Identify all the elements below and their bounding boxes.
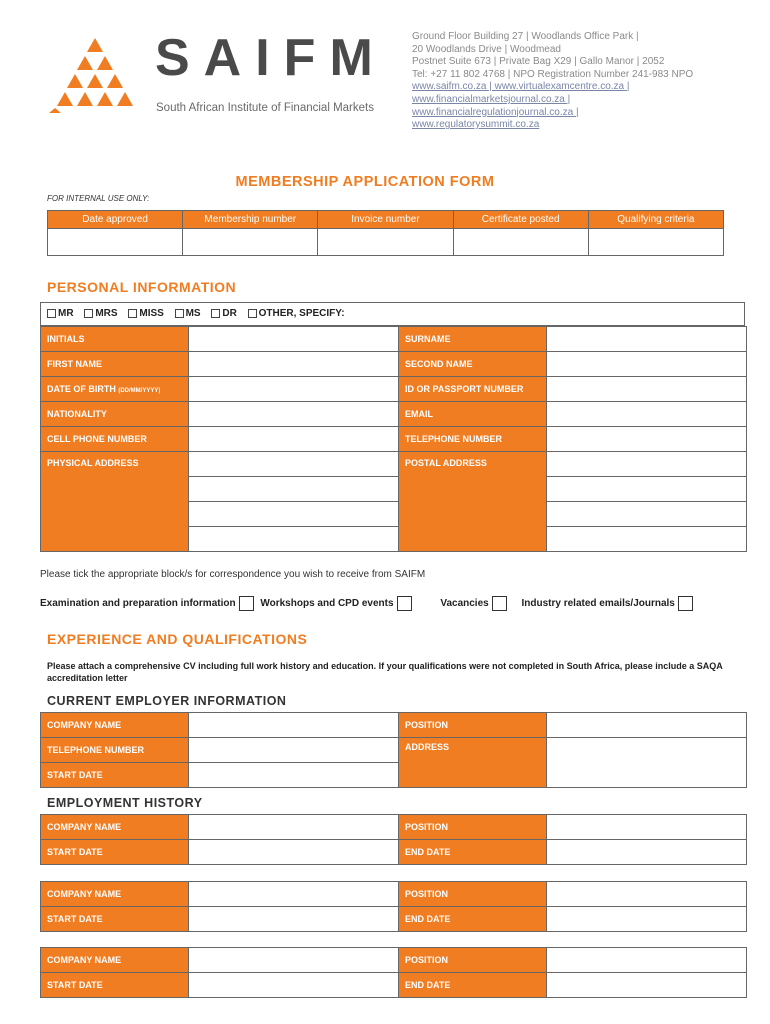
history-end-label: END DATE [399, 907, 547, 932]
physical-address-field[interactable] [189, 452, 399, 477]
website-link[interactable]: www.financialmarketsjournal.co.za | [412, 93, 571, 105]
internal-header-cell: Certificate posted [453, 211, 588, 229]
history-start-label: START DATE [41, 907, 189, 932]
checkbox-icon [248, 309, 257, 318]
postal-address-field[interactable] [547, 452, 747, 477]
history-end-field[interactable] [547, 973, 747, 998]
vacancies-checkbox[interactable] [492, 596, 507, 611]
id-passport-label: ID OR PASSPORT NUMBER [399, 377, 547, 402]
internal-input-cell[interactable] [453, 229, 588, 256]
dob-format-hint: (DD/MM/YYYY) [118, 388, 161, 394]
id-passport-field[interactable] [547, 377, 747, 402]
checkbox-icon [128, 309, 137, 318]
current-company-field[interactable] [189, 713, 399, 738]
internal-header-cell: Date approved [48, 211, 183, 229]
current-telephone-label: TELEPHONE NUMBER [41, 738, 189, 763]
first-name-label: FIRST NAME [41, 352, 189, 377]
website-link[interactable]: www.regulatorysummit.co.za [412, 119, 540, 131]
postal-address-field[interactable] [547, 477, 747, 502]
current-employer-heading: CURRENT EMPLOYER INFORMATION [47, 694, 287, 708]
telephone-label: TELEPHONE NUMBER [399, 427, 547, 452]
address-line: Postnet Suite 673 | Private Bag X29 | Gallo Manor | 2052 [412, 56, 665, 68]
contact-address-block [412, 31, 693, 132]
current-position-field[interactable] [547, 713, 747, 738]
current-employer-table [40, 712, 747, 788]
title-option-mr[interactable]: MR [47, 308, 74, 319]
history-end-label: END DATE [399, 840, 547, 865]
current-start-field[interactable] [189, 763, 399, 788]
email-label: EMAIL [399, 402, 547, 427]
physical-address-field[interactable] [189, 477, 399, 502]
history-position-field[interactable] [547, 815, 747, 840]
option-exam-info-label: Examination and preparation information [40, 598, 236, 610]
history-position-label: POSITION [399, 948, 547, 973]
correspondence-options [40, 596, 697, 611]
history-position-field[interactable] [547, 882, 747, 907]
experience-heading: EXPERIENCE AND QUALIFICATIONS [47, 631, 308, 647]
history-position-label: POSITION [399, 815, 547, 840]
saifm-logo-icon [45, 36, 145, 114]
address-line: 20 Woodlands Drive | Woodmead [412, 43, 561, 55]
internal-input-cell[interactable] [318, 229, 453, 256]
website-link[interactable]: www.financialregulationjournal.co.za | [412, 106, 579, 118]
internal-header-cell: Membership number [183, 211, 318, 229]
surname-field[interactable] [547, 327, 747, 352]
title-option-miss[interactable]: MISS [128, 308, 163, 319]
postal-address-field[interactable] [547, 527, 747, 552]
current-company-label: COMPANY NAME [41, 713, 189, 738]
cv-attach-note: Please attach a comprehensive CV including full work history and education. If your qualifications were not completed in South Africa, please include a SAQA accreditation letter [47, 661, 723, 683]
telephone-field[interactable] [547, 427, 747, 452]
physical-address-label: PHYSICAL ADDRESS [41, 452, 189, 552]
history-end-field[interactable] [547, 907, 747, 932]
current-telephone-field[interactable] [189, 738, 399, 763]
postal-address-label: POSTAL ADDRESS [399, 452, 547, 552]
internal-header-cell: Qualifying criteria [588, 211, 723, 229]
website-link[interactable]: www.saifm.co.za | www.virtualexamcentre.co.za | [412, 81, 630, 93]
current-address-field[interactable] [547, 738, 747, 788]
checkbox-icon [84, 309, 93, 318]
option-workshops-label: Workshops and CPD events [260, 598, 394, 610]
personal-info-table [40, 326, 747, 552]
history-end-field[interactable] [547, 840, 747, 865]
nationality-field[interactable] [189, 402, 399, 427]
logo-subtitle: South African Institute of Financial Markets [156, 102, 374, 114]
history-start-field[interactable] [189, 840, 399, 865]
history-company-field[interactable] [189, 882, 399, 907]
title-option-other[interactable]: OTHER, SPECIFY: [248, 308, 345, 319]
nationality-label: NATIONALITY [41, 402, 189, 427]
current-position-label: POSITION [399, 713, 547, 738]
employment-history-table-2 [40, 881, 747, 932]
form-title: MEMBERSHIP APPLICATION FORM [235, 174, 495, 190]
history-position-field[interactable] [547, 948, 747, 973]
internal-input-cell[interactable] [48, 229, 183, 256]
personal-info-heading: PERSONAL INFORMATION [47, 279, 237, 295]
history-company-label: COMPANY NAME [41, 948, 189, 973]
physical-address-field[interactable] [189, 527, 399, 552]
physical-address-field[interactable] [189, 502, 399, 527]
option-industry-label: Industry related emails/Journals [521, 598, 675, 610]
checkbox-icon [211, 309, 220, 318]
internal-use-table [47, 210, 724, 256]
history-start-field[interactable] [189, 973, 399, 998]
title-selector [40, 302, 745, 326]
checkbox-icon [175, 309, 184, 318]
history-company-label: COMPANY NAME [41, 882, 189, 907]
history-start-label: START DATE [41, 840, 189, 865]
option-vacancies-label: Vacancies [440, 598, 489, 610]
current-address-label: ADDRESS [399, 738, 547, 788]
history-company-field[interactable] [189, 815, 399, 840]
internal-input-cell[interactable] [183, 229, 318, 256]
history-position-label: POSITION [399, 882, 547, 907]
postal-address-field[interactable] [547, 502, 747, 527]
dob-label: DATE OF BIRTH (DD/MM/YYYY) [41, 377, 189, 402]
address-line: Tel: +27 11 802 4768 | NPO Registration Number 241-983 NPO [412, 68, 694, 80]
logo-wordmark: SAIFM [155, 29, 387, 87]
initials-field[interactable] [189, 327, 399, 352]
industry-checkbox[interactable] [678, 596, 693, 611]
second-name-label: SECOND NAME [399, 352, 547, 377]
cell-phone-field[interactable] [189, 427, 399, 452]
internal-input-cell[interactable] [588, 229, 723, 256]
checkbox-icon [47, 309, 56, 318]
exam-info-checkbox[interactable] [239, 596, 254, 611]
address-line: Ground Floor Building 27 | Woodlands Office Park | [412, 31, 639, 42]
first-name-field[interactable] [189, 352, 399, 377]
employment-history-table-3 [40, 947, 747, 998]
surname-label: SURNAME [399, 327, 547, 352]
internal-header-cell: Invoice number [318, 211, 453, 229]
history-end-label: END DATE [399, 973, 547, 998]
history-start-field[interactable] [189, 907, 399, 932]
history-start-label: START DATE [41, 973, 189, 998]
title-option-mrs[interactable]: MRS [84, 308, 117, 319]
correspondence-instruction: Please tick the appropriate block/s for correspondence you wish to receive from SAIFM [40, 569, 426, 580]
workshops-checkbox[interactable] [397, 596, 412, 611]
second-name-field[interactable] [547, 352, 747, 377]
history-company-field[interactable] [189, 948, 399, 973]
employment-history-table-1 [40, 814, 747, 865]
initials-label: INITIALS [41, 327, 189, 352]
internal-use-label: FOR INTERNAL USE ONLY: [47, 194, 150, 203]
history-company-label: COMPANY NAME [41, 815, 189, 840]
employment-history-heading: EMPLOYMENT HISTORY [47, 796, 203, 810]
email-field[interactable] [547, 402, 747, 427]
dob-field[interactable] [189, 377, 399, 402]
current-start-label: START DATE [41, 763, 189, 788]
title-option-dr[interactable]: DR [211, 308, 236, 319]
title-option-ms[interactable]: MS [175, 308, 201, 319]
cell-phone-label: CELL PHONE NUMBER [41, 427, 189, 452]
